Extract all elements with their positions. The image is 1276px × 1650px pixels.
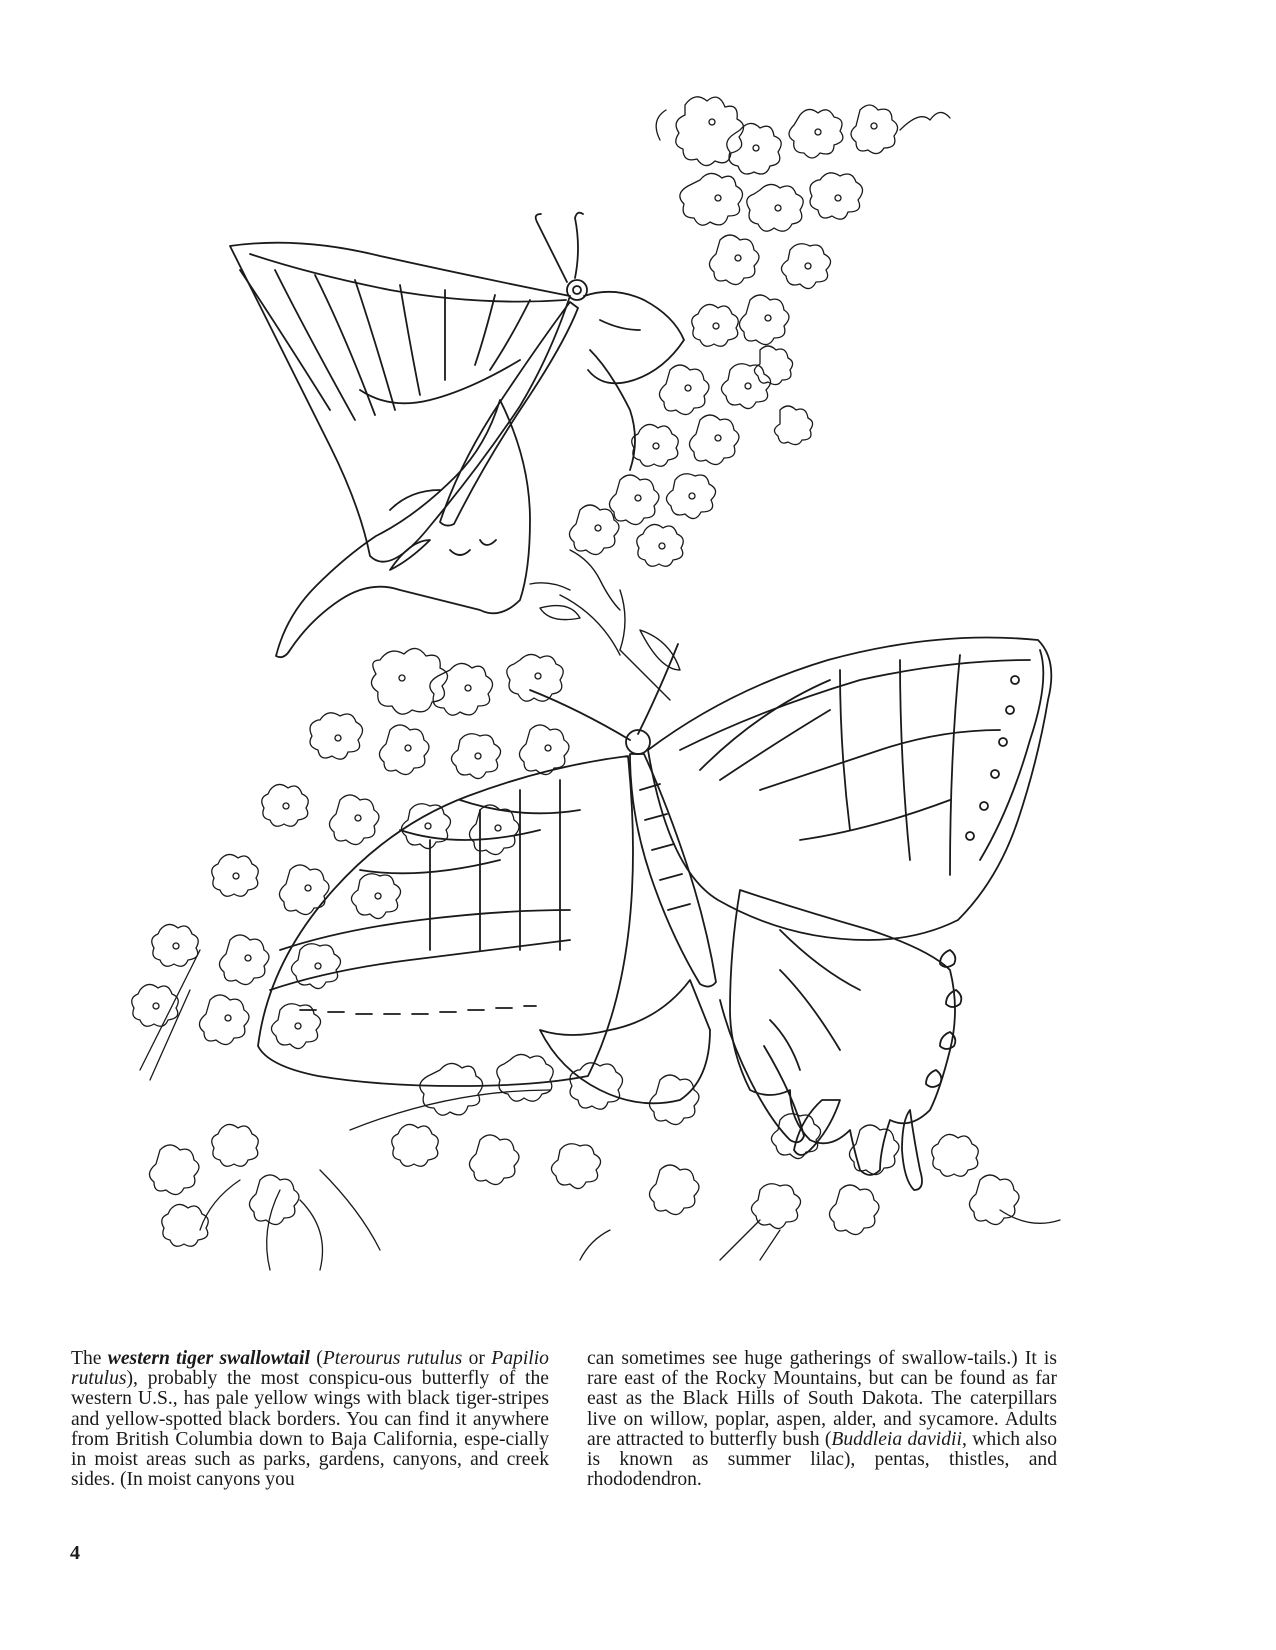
- text-run: , which also is known as summer lilac), pentas, thistles, and rhododendron.: [587, 1428, 1057, 1491]
- body-text-right: [587, 1349, 1057, 1490]
- common-name: western tiger swallowtail: [107, 1348, 310, 1369]
- butterfly-illustration: [100, 70, 1180, 1320]
- scientific-name: Buddleia davidii: [831, 1428, 962, 1450]
- text-run: or: [462, 1348, 492, 1369]
- text-run: The: [71, 1348, 108, 1369]
- flower-stem: [530, 550, 680, 700]
- scientific-name: Pterourus rutulus: [322, 1348, 463, 1369]
- lower-swallowtail: [258, 638, 1051, 1191]
- body-text-left: [71, 1349, 549, 1490]
- flower-cluster-top: [569, 97, 950, 566]
- upper-swallowtail: [230, 213, 684, 657]
- text-run: (: [309, 1348, 323, 1369]
- page-number: 4: [70, 1542, 80, 1564]
- text-run: ), probably the most conspicu-ous butterfly of the western U.S., has pale yellow wings with black tiger-stripes and yellow-spotted black borders. You can find it anywhere from British Columbia down to Baja California, espe-cially in moist areas such as parks, gardens, canyons, and creek sides. (In moist canyons you: [71, 1368, 549, 1491]
- text-run: can sometimes see huge gatherings of swallow-tails.) It is rare east of the Rocky Mountains, but can be found as far east as the Black Hills of South Dakota. The caterpillars live on willow, poplar, aspen, alder, and sycamore. Adults are attracted to butterfly bush (: [587, 1348, 1057, 1450]
- scientific-name: Papilio rutulus: [71, 1348, 549, 1390]
